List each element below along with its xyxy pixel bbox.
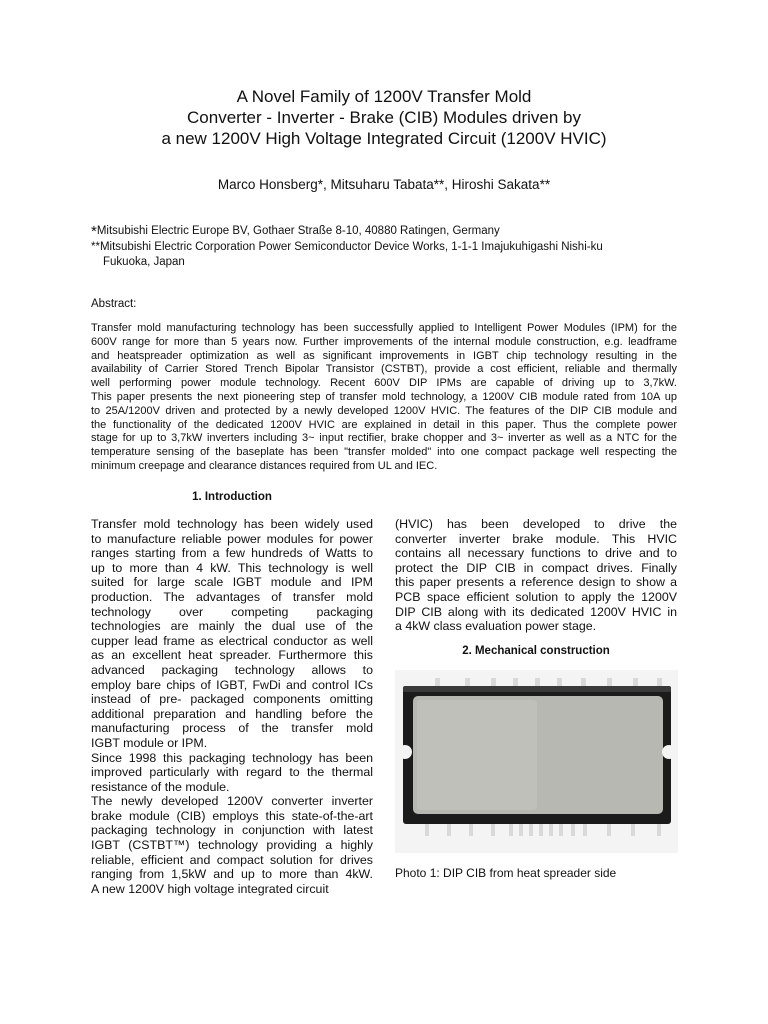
body-line: PCB space efficient solution to apply the 1200V — [395, 589, 677, 604]
body-line: advanced packaging technology allows to — [91, 662, 373, 677]
body-line: packaging technology in conjunction with latest — [91, 823, 373, 838]
pin-bottom — [657, 822, 661, 836]
paper-title — [0, 86, 768, 149]
body-line: ranging from 1,5kW and up to more than 4kW. — [91, 867, 373, 882]
abstract-line: This paper presents the next pioneering step of transfer mold technology, a 1200V CIB module rated from 10A up — [91, 390, 677, 403]
abstract-line: temperature sensing of the baseplate has been "transfer molded" into one compact package well respecting the — [91, 446, 677, 459]
affiliation-mark: * — [91, 223, 97, 240]
body-line: resistance of the module. — [91, 779, 230, 794]
title-line: a new 1200V High Voltage Integrated Circuit (1200V HVIC) — [161, 129, 607, 148]
column-left — [91, 517, 373, 896]
affiliation-line: Fukuoka, Japan — [103, 256, 185, 268]
abstract-line: availability of Carrier Stored Trench Bipolar Transistor (CSTBT), provide a cost efficient, reliable and thermally — [91, 363, 677, 376]
abstract-line: Transfer mold manufacturing technology has been successfully applied to Intelligent Power Modules (IPM) for the — [91, 322, 677, 334]
body-line: The newly developed 1200V converter inverter — [91, 794, 373, 809]
body-line: employ bare chips of IGBT, FwDi and control ICs — [91, 677, 373, 692]
pin-bottom — [607, 822, 611, 836]
section-heading-mechanical: 2. Mechanical construction — [462, 645, 610, 657]
pin-bottom — [583, 822, 587, 836]
pin-bottom — [469, 822, 473, 836]
dip-cib-module-photo — [395, 670, 678, 853]
pin-bottom — [509, 822, 513, 836]
pin-bottom — [519, 822, 523, 836]
abstract-line: stage for up to 3,7kW inverters including 3~ input rectifier, brake chopper and 3~ inverter as well as a NTC for the — [91, 432, 677, 445]
affiliation-line — [91, 224, 603, 240]
affiliation-line: **Mitsubishi Electric Corporation Power Semiconductor Device Works, 1-1-1 Imajukuhigashi Nishi-ku — [91, 240, 603, 253]
body-line: IGBT (CSTBT™) technology providing a highly — [91, 838, 373, 853]
title-line: Converter - Inverter - Brake (CIB) Modules driven by — [187, 108, 581, 127]
body-line: Since 1998 this packaging technology has been — [91, 750, 373, 765]
abstract-body — [91, 322, 677, 474]
body-line: additional preparation and handling before the — [91, 706, 373, 721]
pin-bottom — [529, 822, 533, 836]
pin-bottom — [631, 822, 635, 836]
body-line: suited for large scale IGBT module and IPM — [91, 575, 373, 590]
body-line: cupper lead frame as electrical conductor as well — [91, 633, 373, 648]
body-line: manufacturing process of the transfer mold — [91, 721, 373, 736]
pin-bottom — [549, 822, 553, 836]
body-line: ranges starting from a few hundreds of Watts to — [91, 546, 373, 561]
authors: Marco Honsberg*, Mitsuharu Tabata**, Hiroshi Sakata** — [217, 177, 551, 192]
body-line: to manufacture reliable power modules for power — [91, 531, 373, 546]
body-line: technology over competing packaging — [91, 604, 373, 619]
body-line: protect the DIP CIB in compact drives. Finally — [395, 560, 677, 575]
mounting-hole-right — [662, 745, 676, 759]
column-right — [395, 517, 677, 634]
abstract-line: well performing power module technology. Recent 600V DIP IPMs are capable of driving up to 3,7kW. — [91, 377, 677, 390]
photo-caption: Photo 1: DIP CIB from heat spreader side — [395, 866, 617, 880]
pin-bottom — [447, 822, 451, 836]
body-line: brake module (CIB) employs this state-of-the-art — [91, 808, 373, 823]
body-line: DIP CIB along with its dedicated 1200V HVIC in — [395, 604, 677, 619]
body-line: Transfer mold technology has been widely used — [91, 517, 373, 531]
body-line: reliable, efficient and compact solution for drives — [91, 852, 373, 867]
abstract-line: the functionality of the dedicated 1200V HVIC are explained in detail in this paper. Thus the complete power — [91, 418, 677, 431]
pin-bottom — [571, 822, 575, 836]
abstract-label: Abstract: — [91, 298, 137, 310]
mounting-hole-left — [398, 745, 412, 759]
body-line: this paper presents a reference design to show a — [395, 575, 677, 590]
affiliation-text: Mitsubishi Electric Europe BV, Gothaer Straße 8-10, 40880 Ratingen, Germany — [96, 225, 500, 237]
body-line: improved particularly with regard to the thermal — [91, 765, 373, 780]
pin-bottom — [559, 822, 563, 836]
body-line: converter inverter brake module. This HVIC — [395, 531, 677, 546]
body-line: (HVIC) has been developed to drive the — [395, 517, 677, 531]
body-line: contains all necessary functions to drive and to — [395, 546, 677, 561]
section-heading-introduction: 1. Introduction — [192, 491, 272, 503]
pin-bottom — [491, 822, 495, 836]
module-body-edge — [403, 686, 671, 692]
abstract-line: minimum creepage and clearance distances required from UL and IEC. — [91, 459, 438, 472]
title-line: A Novel Family of 1200V Transfer Mold — [236, 87, 532, 106]
body-line: up to more than 4 kW. This technology is well — [91, 560, 373, 575]
pin-bottom — [539, 822, 543, 836]
abstract-line: to 25A/1200V driven and protected by a newly developed 1200V HVIC. The features of the DIP CIB module and — [91, 404, 677, 417]
abstract-line: and heatspreader optimization as well as significant improvements in IGBT chip technology resulting in the — [91, 349, 677, 362]
abstract-line: 600V range for more than 5 years now. Further improvements of the internal module construction, e.g. leadframe — [91, 335, 677, 348]
body-line: A new 1200V high voltage integrated circuit — [91, 881, 329, 896]
affiliations — [91, 224, 603, 271]
plate-sheen — [417, 700, 537, 810]
pin-bottom — [425, 822, 429, 836]
body-line: IGBT module or IPM. — [91, 735, 208, 750]
body-line: as an excellent heat spreader. Furthermore this — [91, 648, 373, 663]
body-line: production. The advantages of transfer mold — [91, 589, 373, 604]
body-line: technologies are mainly the dual use of the — [91, 619, 373, 634]
body-line: a 4kW class evaluation power stage. — [395, 619, 597, 634]
body-line: instead of pre- packaged components omitting — [91, 692, 373, 707]
